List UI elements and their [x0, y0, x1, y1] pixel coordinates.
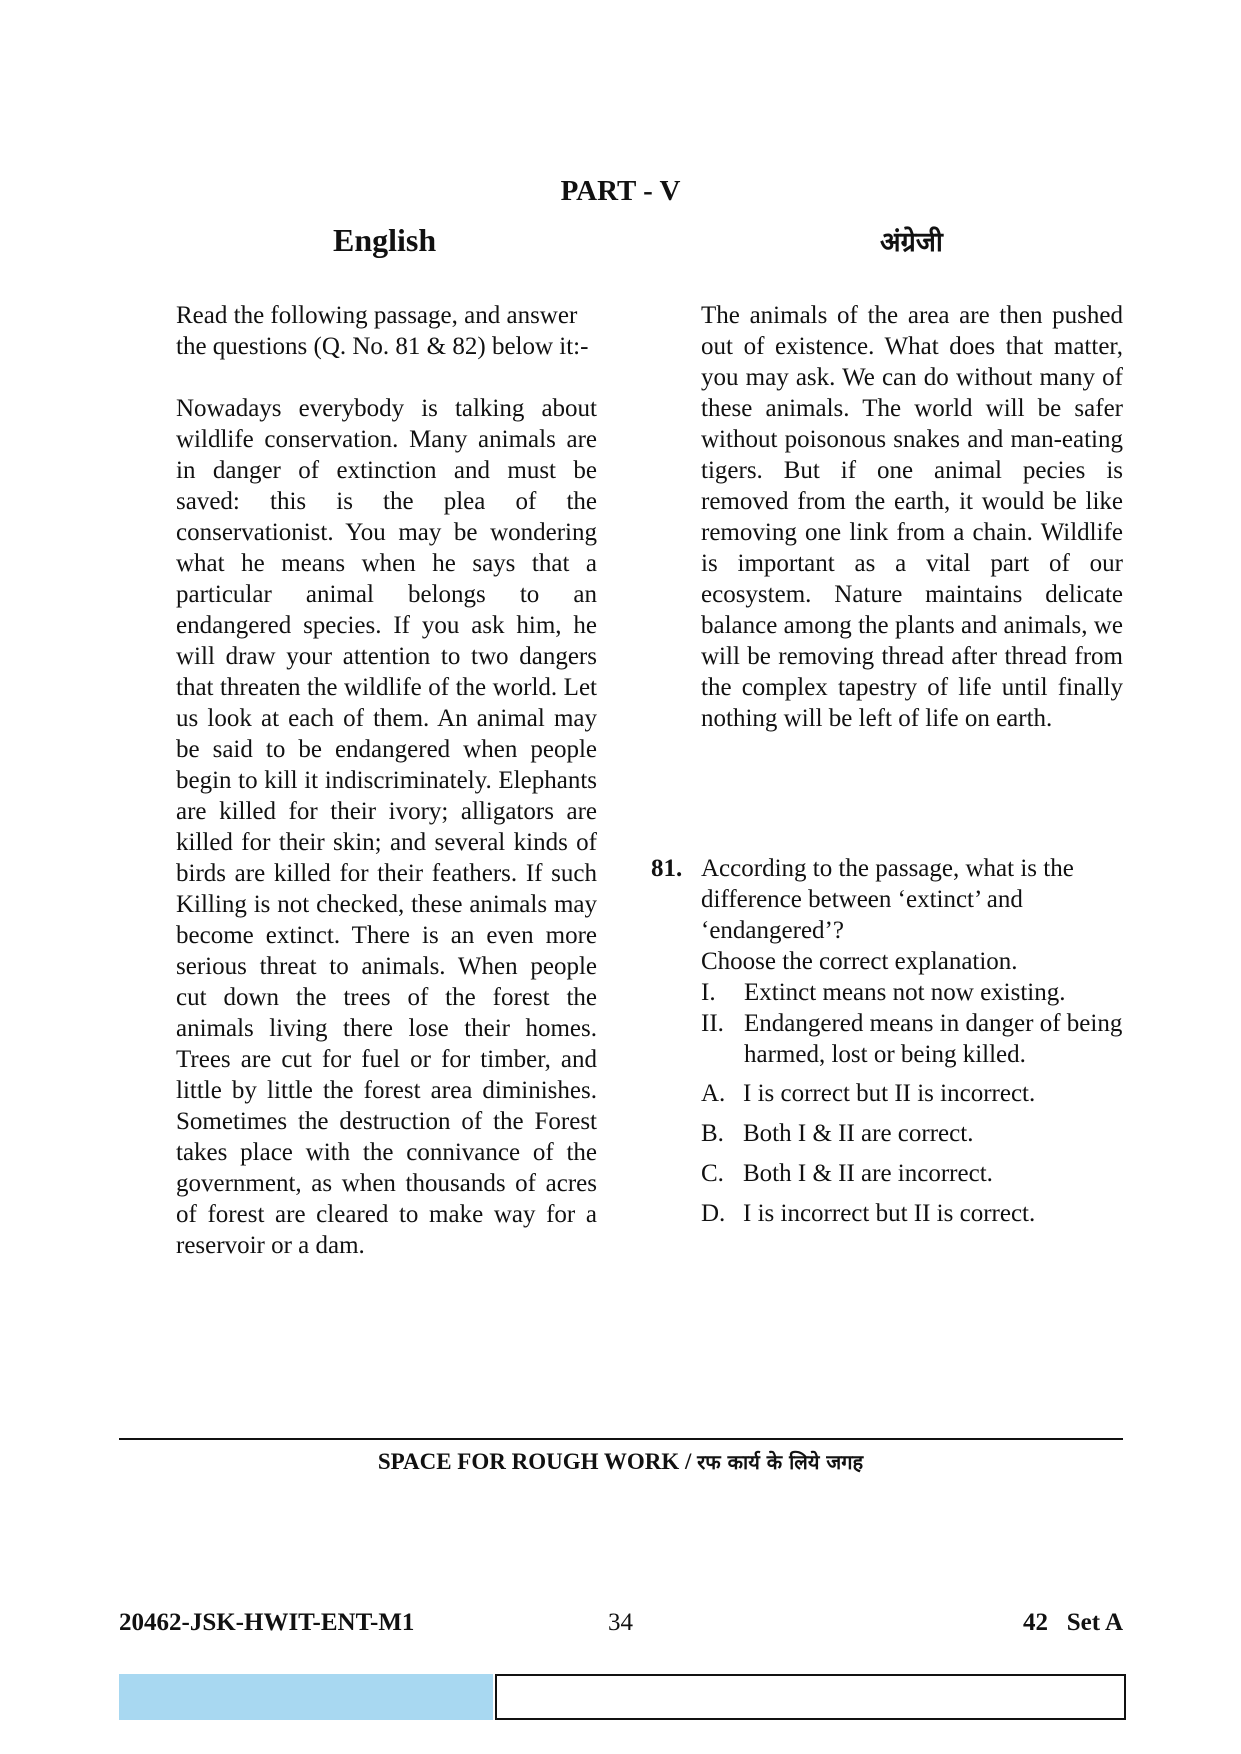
option-text: Both I & II are correct.	[743, 1120, 974, 1147]
statement-label: I.	[701, 979, 716, 1006]
divider-line	[119, 1438, 1123, 1440]
answer-options	[701, 1078, 1131, 1229]
option-label: D.	[701, 1200, 726, 1227]
answer-option-b[interactable]	[701, 1118, 1131, 1149]
rough-work-english: SPACE FOR ROUGH WORK /	[377, 1449, 692, 1474]
option-label: A.	[701, 1080, 726, 1107]
statement-item	[701, 1008, 1131, 1070]
passage-right: The animals of the area are then pushed out of existence. What does that matter, you may ask. We can do without many of these animals. The world will be safer without poisonous snakes and man-eating tigers. But if one animal pecies is removed from the earth, it would be like removing one link from a chain. Wildlife is important as a vital part of our ecosystem. Nature maintains delicate balance among the plants and animals, we will be removing thread after thread from the complex tapestry of life until finally nothing will be left of life on earth.	[701, 302, 1123, 732]
part-title: PART - V	[560, 175, 681, 207]
statement-text: Extinct means not now existing.	[744, 979, 1066, 1006]
answer-option-c[interactable]	[701, 1158, 1131, 1189]
passage-instruction: Read the following passage, and answer the questions (Q. No. 81 & 82) below it:-	[176, 302, 589, 360]
question-number: 81.	[651, 855, 683, 882]
right-column	[701, 300, 1123, 734]
footer-paper-code: 20462-JSK-HWIT-ENT-M1	[119, 1609, 415, 1636]
answer-option-a[interactable]	[701, 1078, 1131, 1109]
footer-page-number: 34	[608, 1609, 633, 1636]
footer-color-bar	[119, 1674, 493, 1720]
rough-work-label	[0, 1448, 1241, 1475]
option-text: I is correct but II is incorrect.	[743, 1080, 1036, 1107]
footer-set: 42 Set A	[1023, 1609, 1123, 1636]
statement-label: II.	[701, 1010, 724, 1037]
option-text: I is incorrect but II is correct.	[743, 1200, 1036, 1227]
left-column	[176, 300, 597, 1261]
answer-option-d[interactable]	[701, 1198, 1131, 1229]
statement-text: Endangered means in danger of being harmed, lost or being killed.	[744, 1010, 1123, 1068]
option-label: C.	[701, 1160, 724, 1187]
option-text: Both I & II are incorrect.	[743, 1160, 993, 1187]
footer-empty-box	[495, 1674, 1126, 1720]
question-81	[651, 853, 1131, 1238]
option-label: B.	[701, 1120, 724, 1147]
section-title-hindi: अंग्रेजी	[880, 227, 943, 258]
rough-work-hindi: रफ कार्य के लिये जगह	[697, 1450, 864, 1474]
statement-item	[701, 977, 1131, 1008]
question-text: According to the passage, what is the difference between ‘extinct’ and ‘endangered’?	[701, 855, 1074, 944]
question-prompt: Choose the correct explanation.	[701, 948, 1018, 975]
section-title-english: English	[333, 222, 437, 258]
passage-left: Nowadays everybody is talking about wildlife conservation. Many animals are in danger of extinction and must be saved: this is the plea of the conservationist. You may be wondering what he means when he says that a particular animal belongs to an endangered species. If you ask him, he will draw your attention to two dangers that threaten the wildlife of the world. Let us look at each of them. An animal may be said to be endangered when people begin to kill it indiscriminately. Elephants are killed for their ivory; alligators are killed for their skin; and several kinds of birds are killed for their feathers. If such Killing is not checked, these animals may become extinct. There is an even more serious threat to animals. When people cut down the trees of the forest the animals living there lose their homes. Trees are cut for fuel or for timber, and little by little the forest area diminishes. Sometimes the destruction of the Forest takes place with the connivance of the government, as when thousands of acres of forest are cleared to make way for a reservoir or a dam.	[176, 395, 597, 1259]
